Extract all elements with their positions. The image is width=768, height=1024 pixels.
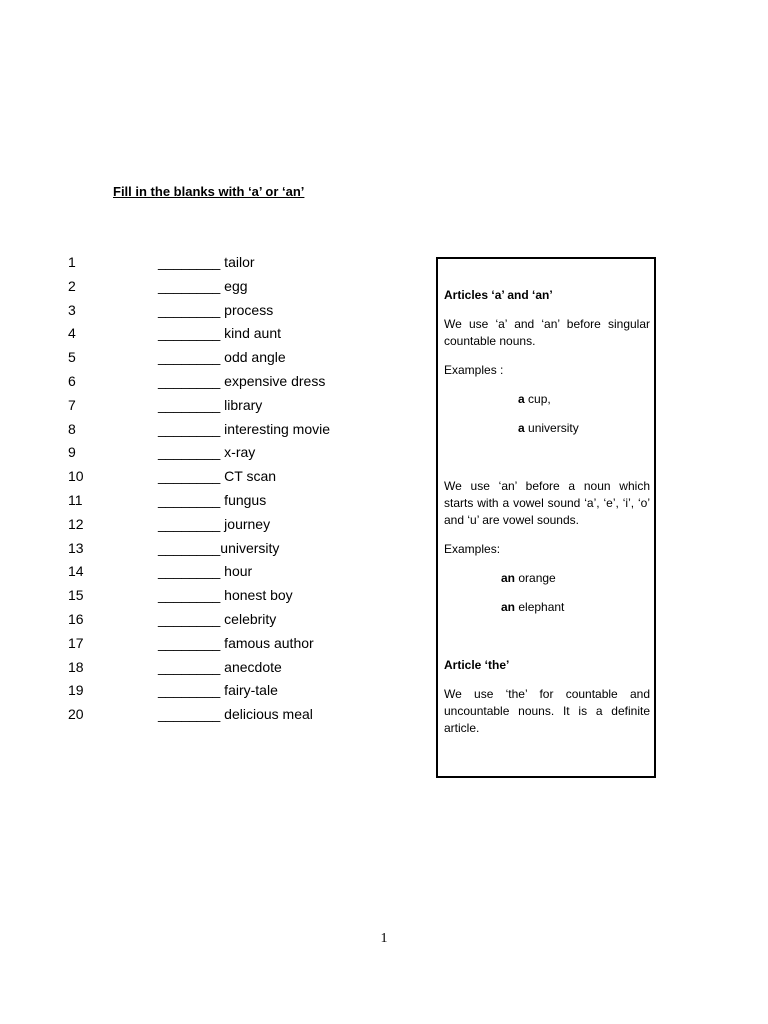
exercise-item (0, 444, 420, 468)
item-text: ________ process (158, 301, 274, 318)
example-a-cup (518, 391, 551, 408)
exercise-item (0, 325, 420, 349)
item-number: 4 (68, 325, 76, 342)
exercise-item (0, 421, 420, 445)
exercise-item (0, 468, 420, 492)
exercise-item (0, 611, 420, 635)
exercise-list (0, 254, 420, 730)
item-number: 2 (68, 277, 76, 294)
exercise-item (0, 706, 420, 730)
item-number: 8 (68, 420, 76, 437)
item-text: ________ celebrity (158, 610, 277, 627)
exercise-item (0, 563, 420, 587)
item-number: 20 (68, 706, 84, 723)
item-number: 14 (68, 563, 84, 580)
heading-article-the: Article ‘the’ (444, 658, 510, 672)
item-number: 7 (68, 396, 76, 413)
exercise-item (0, 254, 420, 278)
item-text: ________ hour (158, 563, 253, 580)
exercise-item (0, 587, 420, 611)
exercise-item (0, 278, 420, 302)
exercise-item (0, 659, 420, 683)
item-text: ________ odd angle (158, 349, 286, 366)
item-text: ________ delicious meal (158, 706, 313, 723)
item-text: ________ anecdote (158, 658, 282, 675)
example-an-orange (501, 570, 556, 587)
example-word: elephant (515, 600, 565, 614)
page-number: 1 (380, 931, 388, 946)
item-number: 17 (68, 634, 84, 651)
exercise-item (0, 397, 420, 421)
rule-paragraph-the: We use ‘the’ for countable and uncountable nouns. It is a definite article. (444, 687, 650, 735)
item-text: ________ tailor (158, 254, 255, 270)
item-text: ________ honest boy (158, 587, 293, 604)
example-word: orange (515, 571, 556, 585)
exercise-item (0, 492, 420, 516)
exercise-item (0, 540, 420, 564)
example-a-university (518, 420, 579, 437)
example-article: an (501, 600, 516, 614)
example-an-elephant (501, 599, 564, 616)
item-number: 19 (68, 682, 84, 699)
item-text: ________university (158, 539, 280, 556)
item-text: ________ expensive dress (158, 372, 326, 389)
item-text: ________ library (158, 396, 263, 413)
rule-paragraph-an: We use ‘an’ before a noun which starts with a vowel sound ‘a’, ‘e’, ‘i’, ‘o’ and ‘u’ are vowel sounds. (444, 479, 650, 527)
example-article: an (501, 571, 516, 585)
item-number: 16 (68, 610, 84, 627)
exercise-item (0, 516, 420, 540)
item-text: ________ kind aunt (158, 325, 281, 342)
item-text: ________ famous author (158, 634, 314, 651)
grammar-info-box (436, 257, 656, 778)
item-text: ________ journey (158, 515, 271, 532)
exercise-item (0, 682, 420, 706)
item-number: 3 (68, 301, 76, 318)
item-number: 1 (68, 254, 76, 270)
worksheet-title: Fill in the blanks with ‘a’ or ‘an’ (113, 184, 305, 199)
examples-label: Examples: (444, 542, 501, 556)
item-number: 6 (68, 372, 76, 389)
example-article: a (518, 421, 525, 435)
example-word: university (524, 421, 579, 435)
item-number: 5 (68, 349, 76, 366)
item-text: ________ CT scan (158, 468, 277, 485)
item-text: ________ interesting movie (158, 420, 331, 437)
exercise-item (0, 349, 420, 373)
item-number: 18 (68, 658, 84, 675)
item-number: 13 (68, 539, 84, 556)
item-number: 9 (68, 444, 76, 461)
exercise-item (0, 635, 420, 659)
exercise-item (0, 302, 420, 326)
item-number: 15 (68, 587, 84, 604)
item-text: ________ fairy-tale (158, 682, 278, 699)
rule-paragraph-a-an: We use ‘a’ and ‘an’ before singular countable nouns. (444, 317, 650, 348)
examples-label: Examples : (444, 363, 504, 377)
heading-articles-a-an: Articles ‘a’ and ‘an’ (444, 288, 553, 302)
example-word: cup, (524, 392, 551, 406)
exercise-item (0, 373, 420, 397)
item-number: 12 (68, 515, 84, 532)
example-article: a (518, 392, 525, 406)
item-text: ________ fungus (158, 491, 267, 508)
item-number: 10 (68, 468, 84, 485)
item-number: 11 (68, 491, 83, 508)
item-text: ________ x-ray (158, 444, 256, 461)
item-text: ________ egg (158, 277, 248, 294)
